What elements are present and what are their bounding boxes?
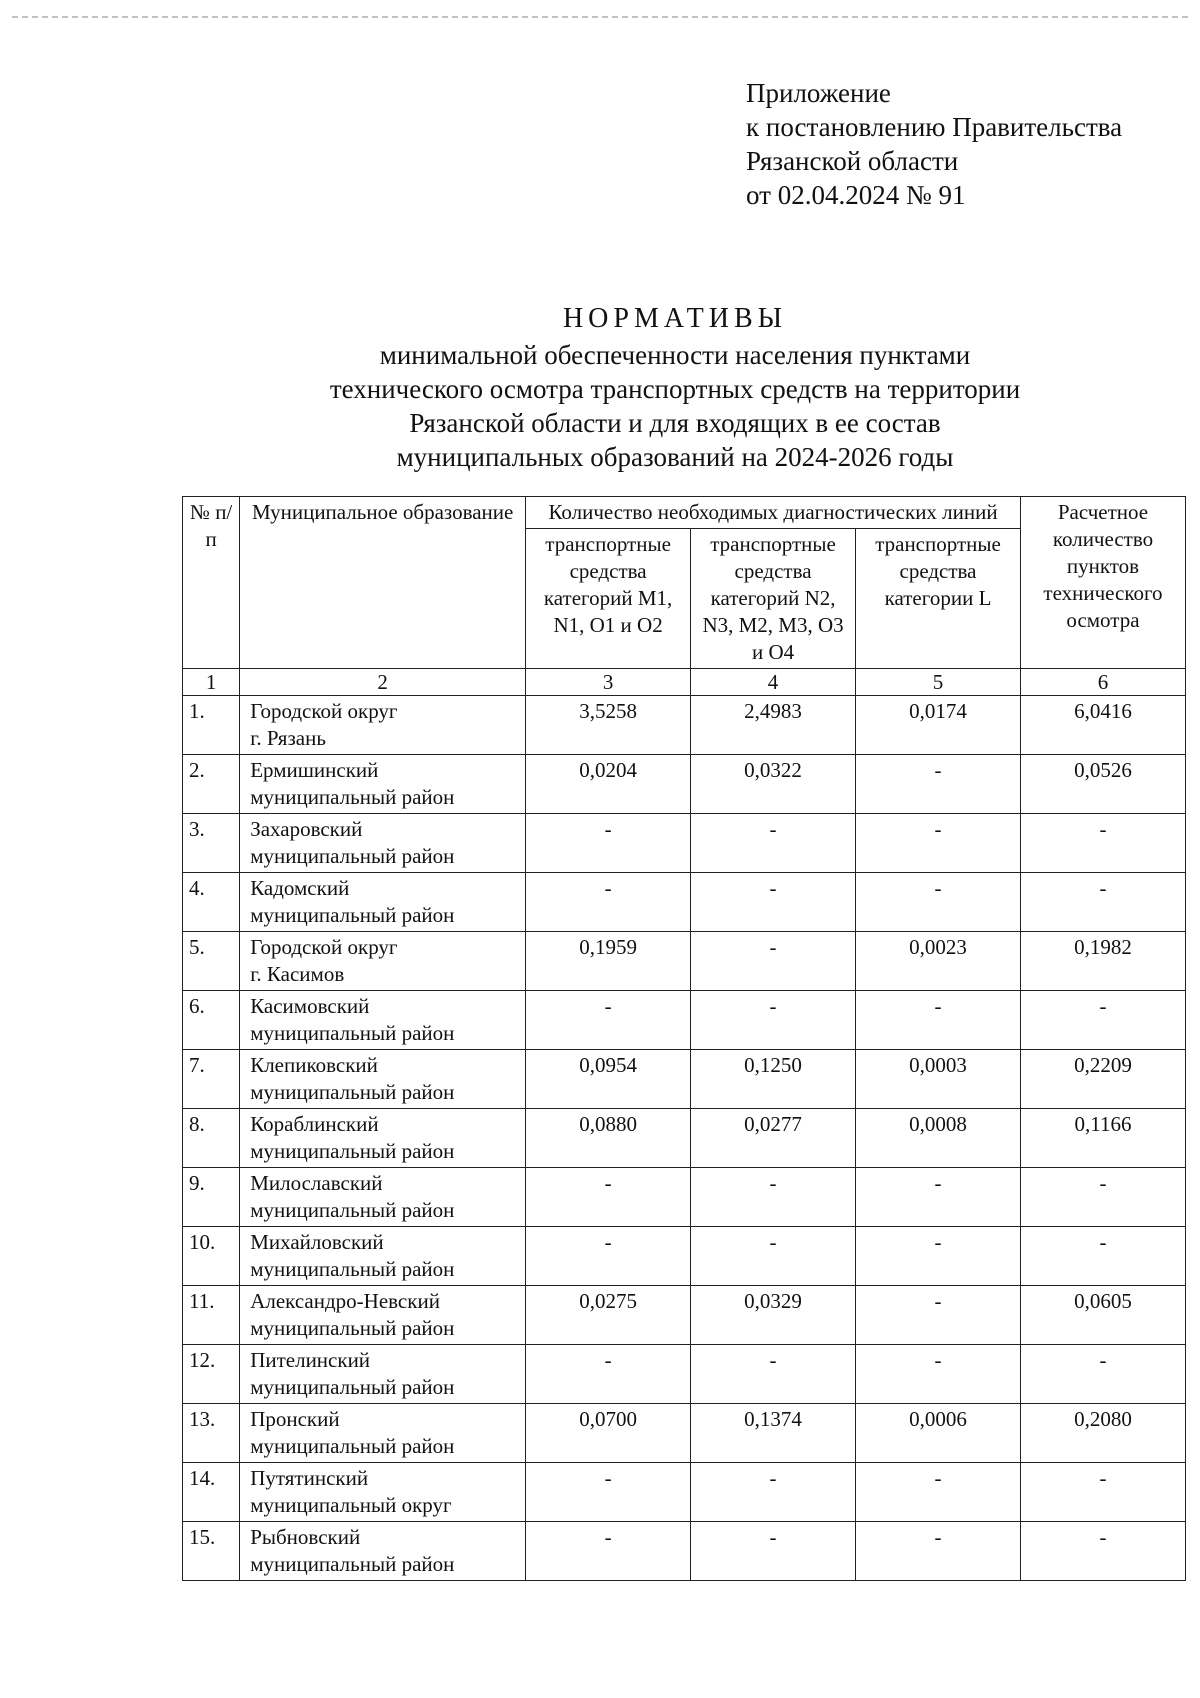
value-cat-m1: -	[526, 1522, 691, 1581]
municipality-name-line2: муниципальный район	[250, 785, 455, 809]
municipality-name	[240, 1286, 526, 1345]
value-points: -	[1020, 1463, 1185, 1522]
scan-edge-line	[12, 16, 1188, 18]
value-cat-n2: -	[691, 1227, 856, 1286]
municipality-name-line1: Путятинский	[250, 1466, 369, 1490]
municipality-name-line1: Клепиковский	[250, 1053, 378, 1077]
header-name: Муниципальное образование	[240, 497, 526, 669]
title-line: технического осмотра транспортных средств на территории	[329, 374, 1021, 404]
header-cat-l: транспортные средства категории L	[856, 529, 1021, 669]
value-cat-n2: 0,0277	[691, 1109, 856, 1168]
table-row	[183, 1227, 1186, 1286]
municipality-name	[240, 1227, 526, 1286]
row-number: 11.	[183, 1286, 240, 1345]
value-points: 0,0605	[1020, 1286, 1185, 1345]
municipality-name-line1: Кораблинский	[250, 1112, 379, 1136]
municipality-name-line2: муниципальный район	[250, 1021, 455, 1045]
municipality-name-line2: муниципальный район	[250, 1434, 455, 1458]
municipality-name-line2: муниципальный район	[250, 1080, 455, 1104]
value-cat-m1: 0,0204	[526, 755, 691, 814]
municipality-name	[240, 932, 526, 991]
appendix-note	[746, 76, 1122, 212]
norms-table	[182, 496, 1186, 1581]
row-number: 15.	[183, 1522, 240, 1581]
municipality-name-line2: муниципальный округ	[250, 1493, 452, 1517]
value-points: -	[1020, 1168, 1185, 1227]
title-line: муниципальных образований на 2024-2026 годы	[396, 442, 954, 472]
value-points: -	[1020, 1227, 1185, 1286]
value-cat-n2: 0,1250	[691, 1050, 856, 1109]
row-number: 10.	[183, 1227, 240, 1286]
value-cat-n2: -	[691, 932, 856, 991]
table-row	[183, 696, 1186, 755]
column-index: 4	[691, 669, 856, 696]
table-row	[183, 1050, 1186, 1109]
municipality-name-line2: муниципальный район	[250, 1316, 455, 1340]
municipality-name-line1: Городской округ	[250, 699, 398, 723]
table-row	[183, 1286, 1186, 1345]
row-number: 8.	[183, 1109, 240, 1168]
row-number: 2.	[183, 755, 240, 814]
row-number: 6.	[183, 991, 240, 1050]
row-number: 12.	[183, 1345, 240, 1404]
value-cat-m1: 0,1959	[526, 932, 691, 991]
appendix-line: к постановлению Правительства	[746, 112, 1123, 142]
municipality-name	[240, 755, 526, 814]
municipality-name-line1: Кадомский	[250, 876, 350, 900]
value-points: 0,1166	[1020, 1109, 1185, 1168]
value-cat-n2: 2,4983	[691, 696, 856, 755]
municipality-name-line2: муниципальный район	[250, 1198, 455, 1222]
value-cat-m1: -	[526, 873, 691, 932]
value-cat-m1: -	[526, 1227, 691, 1286]
header-cat-m1: транспортные средства категорий М1, N1, О1 и О2	[526, 529, 691, 669]
header-points: Расчетное количество пунктов технического осмотра	[1020, 497, 1185, 669]
value-cat-n2: -	[691, 1345, 856, 1404]
municipality-name	[240, 1404, 526, 1463]
title-line: минимальной обеспеченности населения пунктами	[379, 340, 971, 370]
municipality-name	[240, 1345, 526, 1404]
value-cat-l: -	[856, 755, 1021, 814]
value-cat-n2: -	[691, 873, 856, 932]
column-index-row	[183, 669, 1186, 696]
row-number: 5.	[183, 932, 240, 991]
value-cat-l: -	[856, 1345, 1021, 1404]
table-row	[183, 1345, 1186, 1404]
value-points: -	[1020, 991, 1185, 1050]
header-lines-group: Количество необходимых диагностических линий	[526, 497, 1021, 529]
municipality-name-line1: Пителинский	[250, 1348, 371, 1372]
column-index: 1	[183, 669, 240, 696]
value-cat-l: 0,0023	[856, 932, 1021, 991]
municipality-name-line2: г. Рязань	[250, 726, 326, 750]
value-cat-m1: -	[526, 1463, 691, 1522]
value-points: 0,2080	[1020, 1404, 1185, 1463]
municipality-name-line2: муниципальный район	[250, 1375, 455, 1399]
column-index: 6	[1020, 669, 1185, 696]
header-num: № п/п	[183, 497, 240, 669]
municipality-name-line1: Городской округ	[250, 935, 398, 959]
value-cat-l: 0,0174	[856, 696, 1021, 755]
value-points: -	[1020, 1345, 1185, 1404]
value-cat-n2: -	[691, 1168, 856, 1227]
row-number: 3.	[183, 814, 240, 873]
municipality-name-line2: г. Касимов	[250, 962, 345, 986]
municipality-name	[240, 1522, 526, 1581]
value-cat-m1: 0,0880	[526, 1109, 691, 1168]
document-title	[180, 302, 1170, 474]
value-cat-m1: -	[526, 1345, 691, 1404]
municipality-name	[240, 696, 526, 755]
value-points: 0,0526	[1020, 755, 1185, 814]
appendix-line: Рязанской области	[746, 146, 959, 176]
value-cat-l: -	[856, 1463, 1021, 1522]
row-number: 9.	[183, 1168, 240, 1227]
municipality-name-line1: Милославский	[250, 1171, 383, 1195]
table-row	[183, 1404, 1186, 1463]
value-points: 0,2209	[1020, 1050, 1185, 1109]
municipality-name-line2: муниципальный район	[250, 1552, 455, 1576]
table-row	[183, 873, 1186, 932]
table-row	[183, 932, 1186, 991]
value-cat-n2: -	[691, 1463, 856, 1522]
municipality-name	[240, 814, 526, 873]
title-line: Рязанской области и для входящих в ее состав	[409, 408, 941, 438]
row-number: 4.	[183, 873, 240, 932]
header-cat-n2: транспортные средства категорий N2, N3, М2, М3, О3 и О4	[691, 529, 856, 669]
municipality-name-line1: Александро-Невский	[250, 1289, 440, 1313]
value-cat-l: 0,0008	[856, 1109, 1021, 1168]
municipality-name-line1: Пронский	[250, 1407, 340, 1431]
row-number: 14.	[183, 1463, 240, 1522]
table-row	[183, 1109, 1186, 1168]
value-cat-n2: 0,1374	[691, 1404, 856, 1463]
appendix-line: от 02.04.2024 № 91	[746, 180, 966, 210]
value-cat-n2: 0,0322	[691, 755, 856, 814]
value-cat-l: -	[856, 814, 1021, 873]
municipality-name	[240, 1109, 526, 1168]
municipality-name-line2: муниципальный район	[250, 844, 455, 868]
value-cat-n2: 0,0329	[691, 1286, 856, 1345]
value-cat-m1: 0,0275	[526, 1286, 691, 1345]
value-cat-l: 0,0003	[856, 1050, 1021, 1109]
value-cat-m1: 0,0954	[526, 1050, 691, 1109]
municipality-name-line2: муниципальный район	[250, 903, 455, 927]
value-points: -	[1020, 1522, 1185, 1581]
value-cat-l: -	[856, 1227, 1021, 1286]
value-cat-n2: -	[691, 1522, 856, 1581]
value-points: -	[1020, 814, 1185, 873]
row-number: 7.	[183, 1050, 240, 1109]
value-cat-m1: -	[526, 814, 691, 873]
municipality-name-line1: Рыбновский	[250, 1525, 361, 1549]
value-cat-l: -	[856, 1168, 1021, 1227]
municipality-name-line1: Михайловский	[250, 1230, 384, 1254]
municipality-name	[240, 1168, 526, 1227]
value-cat-n2: -	[691, 814, 856, 873]
value-cat-l: 0,0006	[856, 1404, 1021, 1463]
value-cat-n2: -	[691, 991, 856, 1050]
municipality-name	[240, 991, 526, 1050]
title-main: НОРМАТИВЫ	[562, 303, 788, 334]
value-cat-m1: 0,0700	[526, 1404, 691, 1463]
municipality-name	[240, 1463, 526, 1522]
table-row	[183, 991, 1186, 1050]
municipality-name	[240, 1050, 526, 1109]
table-row	[183, 1463, 1186, 1522]
table-row	[183, 1522, 1186, 1581]
appendix-line: Приложение	[746, 78, 891, 108]
value-cat-m1: -	[526, 1168, 691, 1227]
value-points: 6,0416	[1020, 696, 1185, 755]
value-points: -	[1020, 873, 1185, 932]
value-cat-l: -	[856, 991, 1021, 1050]
municipality-name-line2: муниципальный район	[250, 1139, 455, 1163]
municipality-name-line1: Захаровский	[250, 817, 363, 841]
municipality-name-line1: Касимовский	[250, 994, 370, 1018]
table-row	[183, 1168, 1186, 1227]
column-index: 2	[240, 669, 526, 696]
row-number: 13.	[183, 1404, 240, 1463]
column-index: 5	[856, 669, 1021, 696]
column-index: 3	[526, 669, 691, 696]
municipality-name	[240, 873, 526, 932]
value-cat-l: -	[856, 1522, 1021, 1581]
value-cat-m1: 3,5258	[526, 696, 691, 755]
municipality-name-line1: Ермишинский	[250, 758, 379, 782]
row-number: 1.	[183, 696, 240, 755]
value-cat-l: -	[856, 873, 1021, 932]
municipality-name-line2: муниципальный район	[250, 1257, 455, 1281]
table-row	[183, 755, 1186, 814]
value-cat-m1: -	[526, 991, 691, 1050]
table-row	[183, 814, 1186, 873]
value-cat-l: -	[856, 1286, 1021, 1345]
value-points: 0,1982	[1020, 932, 1185, 991]
